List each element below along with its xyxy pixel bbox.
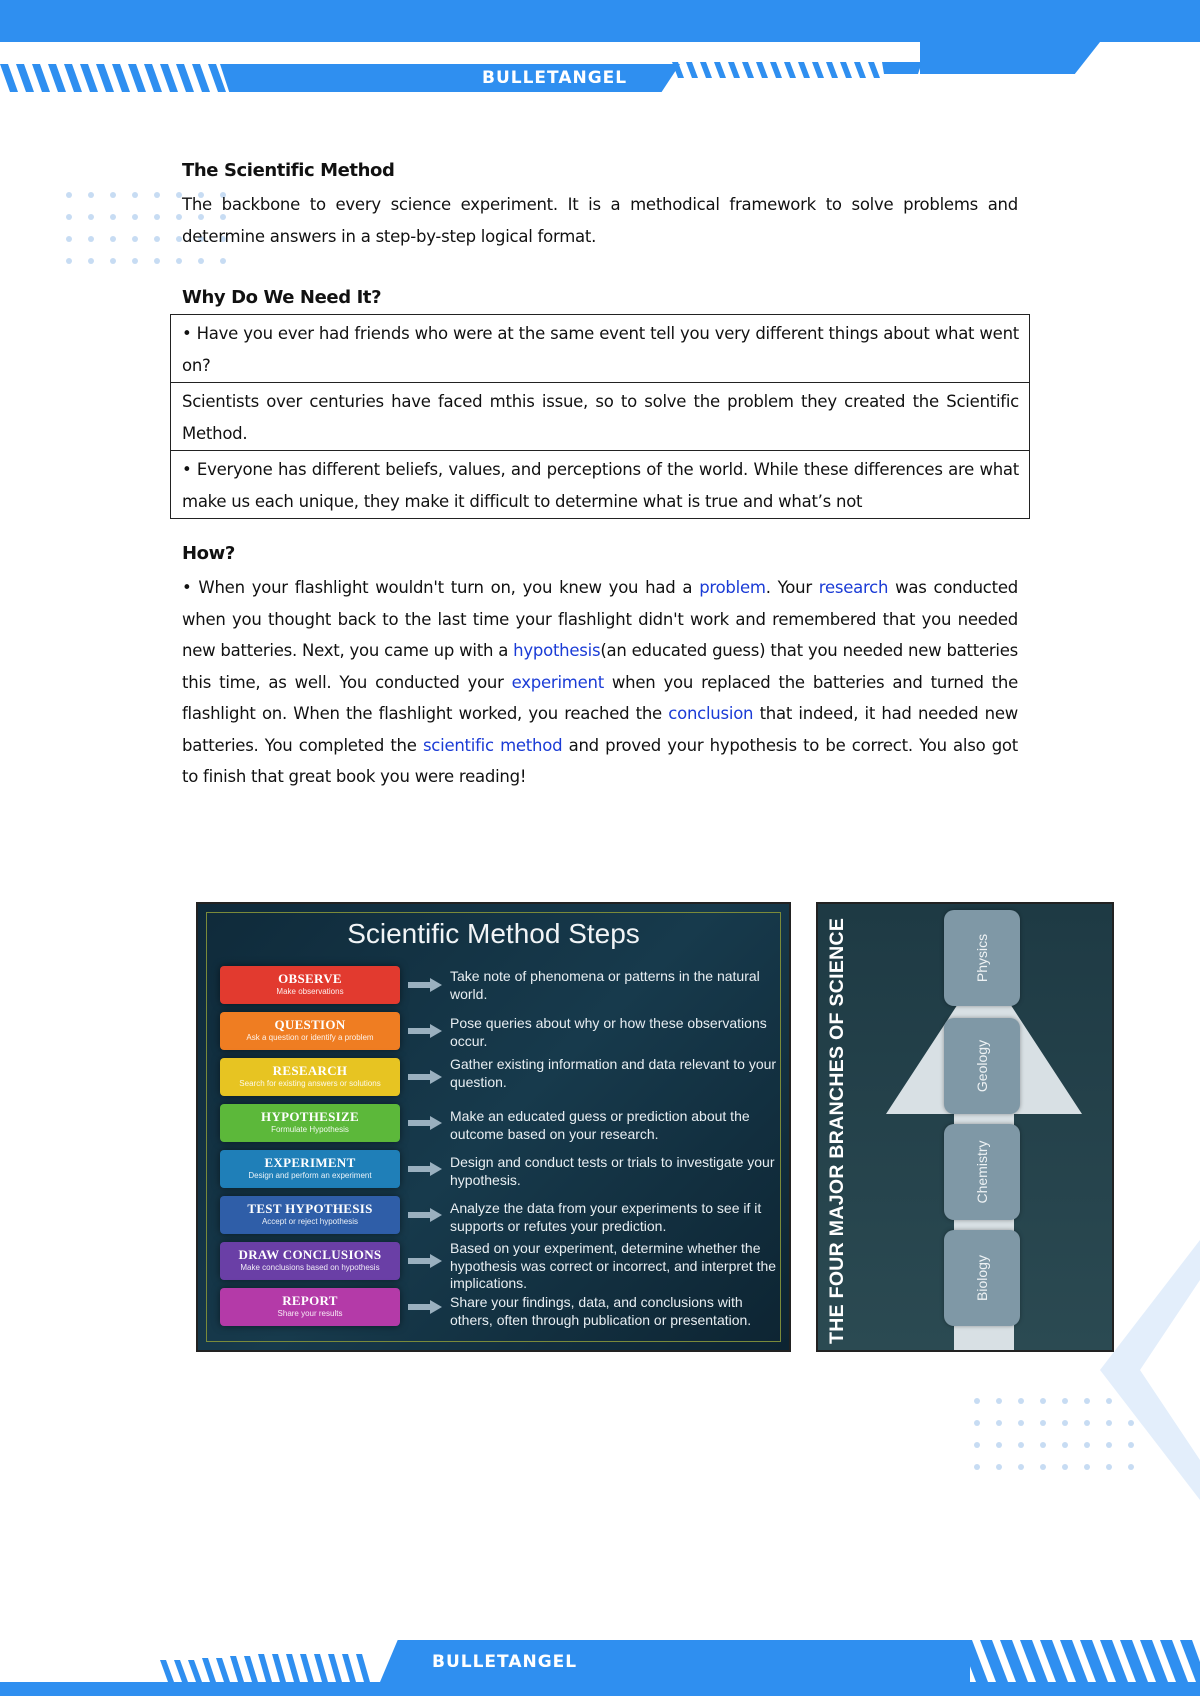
section-title-how: How? (182, 543, 235, 564)
header-bar (0, 0, 1200, 42)
link-problem[interactable]: problem (699, 578, 766, 597)
step-hypothesize: HYPOTHESIZE Formulate Hypothesis (220, 1104, 400, 1142)
step-research: RESEARCH Search for existing answers or solutions (220, 1058, 400, 1096)
link-scientific-method[interactable]: scientific method (422, 735, 563, 755)
how-text-3: was conducted when you thought back to the last time your flashlight didn't work and remembered that you needed new batteries. Next, you came up with a (182, 578, 1018, 660)
step-desc-question: Pose queries about why or how these observations occur. (450, 1015, 767, 1049)
step-desc-experiment: Design and conduct tests or trials to investigate your hypothesis. (450, 1154, 775, 1188)
link-experiment[interactable]: experiment (511, 672, 604, 692)
section-body-scientific-method: The backbone to every science experiment. It is a methodical framework to solve problems and determine answers in a step-by-step logical format. (182, 195, 1018, 246)
how-text-1: • When your flashlight wouldn't turn on, you knew you had a (182, 578, 700, 597)
why-table (170, 314, 1030, 519)
how-text-4: (an educated guess) that you needed new batteries this time, as well. You conducted your (182, 641, 1018, 692)
how-text-5: when you replaced the batteries and turned the flashlight on. When the flashlight worked, you reached the (182, 672, 1018, 723)
link-conclusion[interactable]: conclusion (668, 704, 754, 723)
four-branches-title: THE FOUR MAJOR BRANCHES OF SCIENCE (826, 917, 848, 1344)
footer-stripes-left (160, 1654, 390, 1682)
link-hypothesis[interactable]: hypothesis (513, 641, 601, 660)
figure-title: Scientific Method Steps (347, 918, 640, 949)
arrow-icon (408, 1208, 442, 1222)
why-row-1: • Have you ever had friends who were at the same event tell you very different things about what went on? (171, 315, 1029, 383)
header-accent (920, 42, 1100, 74)
arrow-icon (408, 1116, 442, 1130)
step-report: REPORT Share your results (220, 1288, 400, 1326)
footer-logo: BULLETANGEL (432, 1652, 578, 1672)
link-research[interactable]: research (818, 578, 889, 597)
step-desc-hypothesize: Make an educated guess or prediction about the outcome based on your research. (450, 1108, 750, 1142)
step-experiment: EXPERIMENT Design and perform an experiment (220, 1150, 400, 1188)
step-observe: OBSERVE Make observations (220, 966, 400, 1004)
step-desc-report: Share your findings, data, and conclusions with others, often through publication or presentation. (450, 1294, 752, 1328)
arrow-icon (408, 1070, 442, 1084)
branch-physics: Physics (944, 910, 1020, 1006)
scientific-method-steps-figure (196, 902, 791, 1352)
why-row-3: • Everyone has different beliefs, values, and perceptions of the world. While these differences are what make us each unique, they make it difficult to determine what is true and what’s not (182, 460, 1019, 511)
arrow-icon (408, 1254, 442, 1268)
arrow-icon (408, 1162, 442, 1176)
how-text-2: . Your (765, 578, 819, 597)
section-title-scientific-method: The Scientific Method (182, 160, 395, 181)
step-question: QUESTION Ask a question or identify a problem (220, 1012, 400, 1050)
header-stripes-left (0, 64, 230, 92)
step-desc-draw-conclusions: Based on your experiment, determine whether the hypothesis was correct or incorrect, and interpret the implications. (450, 1240, 777, 1291)
step-desc-observe: Take note of phenomena or patterns in the natural world. (450, 968, 760, 1002)
branch-geology: Geology (944, 1018, 1020, 1114)
how-text-7: and proved your hypothesis to be correct. You also got to finish that great book you were reading! (182, 735, 1018, 786)
header-logo: BULLETANGEL (482, 68, 628, 88)
branch-biology: Biology (944, 1230, 1020, 1326)
arrow-icon (408, 978, 442, 992)
section-title-why: Why Do We Need It? (182, 287, 382, 308)
branch-chemistry: Chemistry (944, 1124, 1020, 1220)
step-draw-conclusions: DRAW CONCLUSIONS Make conclusions based on hypothesis (220, 1242, 400, 1280)
step-desc-test-hypothesis: Analyze the data from your experiments to see if it supports or refutes your prediction. (450, 1200, 762, 1234)
why-row-2: Scientists over centuries have faced mthis issue, so to solve the problem they created the Scientific Method. (171, 383, 1029, 451)
four-branches-figure (816, 902, 1114, 1352)
step-test-hypothesis: TEST HYPOTHESIS Accept or reject hypothesis (220, 1196, 400, 1234)
footer-bar (0, 1682, 1200, 1696)
section-body-how (182, 572, 1018, 793)
step-desc-research: Gather existing information and data relevant to your question. (450, 1056, 777, 1090)
footer-stripes-right (950, 1640, 1200, 1682)
arrow-icon (408, 1300, 442, 1314)
how-text-6: that indeed, it had needed new batteries. You completed the (182, 704, 1018, 755)
header-stripes-right (672, 62, 922, 78)
arrow-icon (408, 1024, 442, 1038)
